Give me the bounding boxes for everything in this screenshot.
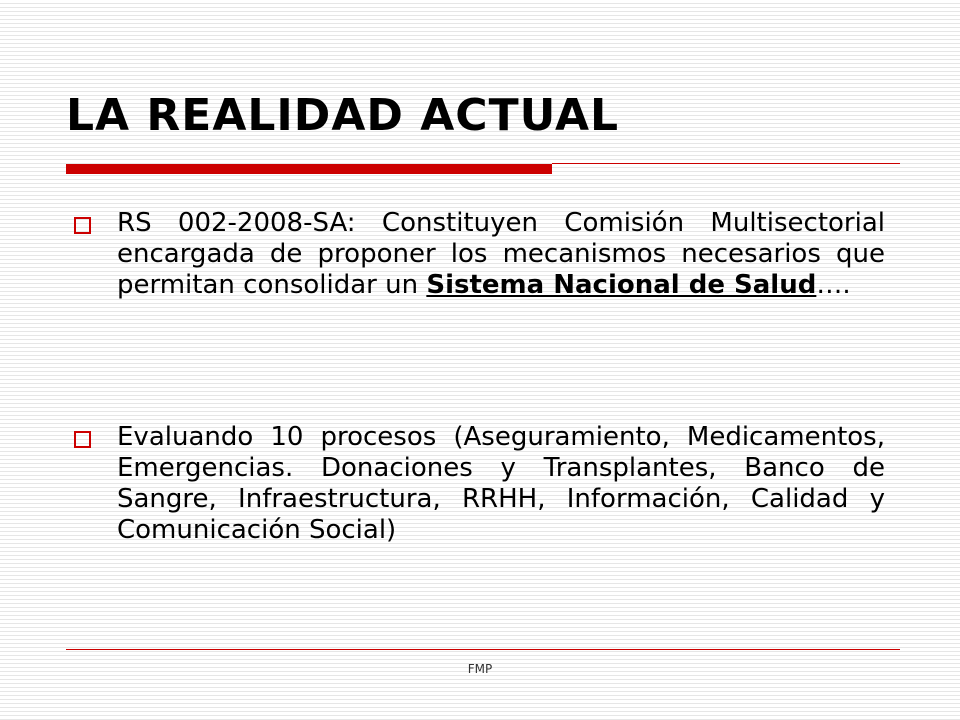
bullet-text-before: RS 002-2008-SA: Constituyen Comisión Multisectorial encargada de proponer los mecanismos necesarios que permitan consolidar un (117, 208, 885, 300)
bullet-text: Evaluando 10 procesos (Aseguramiento, Medicamentos, Emergencias. Donaciones y Transplantes, Banco de Sangre, Infraestructura, RRHH, Información, Calidad y Comunicación Social) (117, 422, 885, 545)
hollow-square-bullet-icon (74, 217, 91, 234)
bullet-text (117, 208, 885, 301)
footer-label: FMP (467, 662, 493, 676)
bullet-emphasis-sistema-nacional: Sistema Nacional de Salud (426, 270, 817, 300)
hollow-square-bullet-icon (74, 431, 91, 448)
title-divider-line (552, 163, 900, 164)
slide-title: LA REALIDAD ACTUAL (66, 90, 620, 141)
bullet-item-rs-002 (74, 208, 885, 301)
bullet-text-after: …. (816, 270, 851, 300)
bullet-item-evaluando (74, 422, 885, 546)
title-underline-bar (66, 164, 552, 174)
footer-divider-line (66, 649, 900, 650)
